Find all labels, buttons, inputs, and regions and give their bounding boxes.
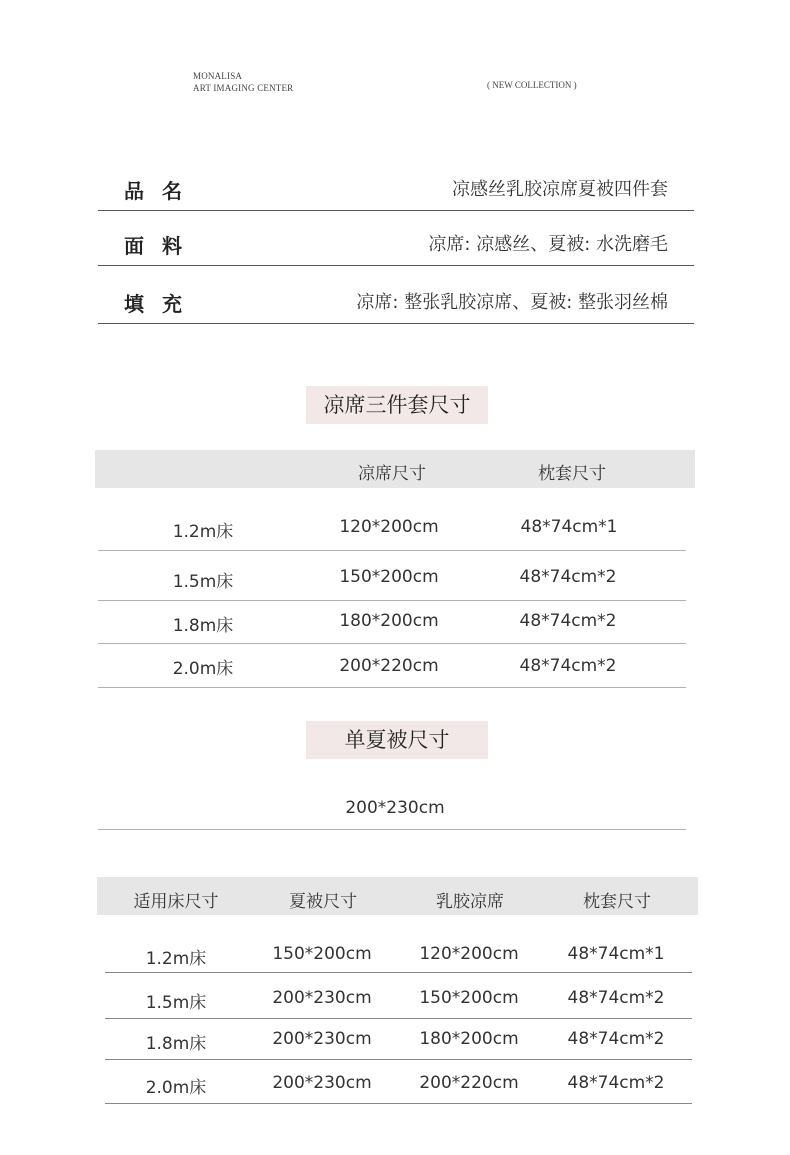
table-cell: 48*74cm*2 bbox=[567, 1029, 665, 1049]
table-cell: 1.8m床 bbox=[145, 1034, 207, 1054]
table-cell: 200*230cm bbox=[272, 988, 372, 1008]
full-set-header: 枕套尺寸 bbox=[583, 892, 651, 912]
info-row-filling bbox=[98, 265, 694, 324]
table-cell: 48*74cm*2 bbox=[567, 1073, 665, 1093]
table-cell: 2.0m床 bbox=[145, 1078, 207, 1098]
brand-name: MONALISA bbox=[193, 71, 243, 81]
full-set-header: 夏被尺寸 bbox=[289, 892, 357, 912]
quilt-size: 200*230cm bbox=[345, 798, 445, 818]
table-cell: 48*74cm*2 bbox=[519, 656, 617, 676]
mat-set-header: 凉席尺寸 bbox=[358, 464, 426, 484]
collection-label: ( NEW COLLECTION ) bbox=[487, 80, 577, 90]
row-divider bbox=[105, 1103, 692, 1104]
table-cell: 180*200cm bbox=[339, 611, 439, 631]
info-row-fabric bbox=[98, 210, 694, 266]
row-divider bbox=[98, 687, 686, 688]
table-cell: 200*220cm bbox=[339, 656, 439, 676]
info-value: 凉席: 凉感丝、夏被: 水洗磨毛 bbox=[428, 234, 668, 255]
info-row-name bbox=[98, 155, 694, 211]
table-cell: 150*200cm bbox=[339, 567, 439, 587]
brand-subtitle: ART IMAGING CENTER bbox=[193, 83, 294, 93]
row-divider bbox=[105, 972, 692, 973]
table-cell: 1.5m床 bbox=[172, 572, 234, 592]
table-cell: 1.2m床 bbox=[145, 949, 207, 969]
table-cell: 200*230cm bbox=[272, 1029, 372, 1049]
full-set-header: 适用床尺寸 bbox=[133, 892, 219, 912]
table-cell: 1.2m床 bbox=[172, 522, 234, 542]
table-cell: 180*200cm bbox=[419, 1029, 519, 1049]
mat-set-header: 枕套尺寸 bbox=[538, 464, 606, 484]
info-label: 面料 bbox=[124, 234, 200, 258]
info-value: 凉感丝乳胶凉席夏被四件套 bbox=[452, 179, 668, 200]
full-set-header: 乳胶凉席 bbox=[436, 892, 504, 912]
row-divider bbox=[105, 1059, 692, 1060]
table-cell: 120*200cm bbox=[339, 517, 439, 537]
table-cell: 48*74cm*2 bbox=[519, 611, 617, 631]
table-cell: 200*220cm bbox=[419, 1073, 519, 1093]
info-label: 品名 bbox=[124, 179, 200, 203]
table-cell: 48*74cm*2 bbox=[567, 988, 665, 1008]
table-cell: 48*74cm*1 bbox=[520, 517, 618, 537]
info-label: 填充 bbox=[124, 292, 200, 316]
table-cell: 1.8m床 bbox=[172, 616, 234, 636]
table-cell: 200*230cm bbox=[272, 1073, 372, 1093]
brand-logo-text bbox=[193, 70, 293, 94]
row-divider bbox=[105, 1018, 692, 1019]
section-title-mat-set: 凉席三件套尺寸 bbox=[306, 386, 488, 424]
table-cell: 48*74cm*1 bbox=[567, 944, 665, 964]
table-cell: 2.0m床 bbox=[172, 659, 234, 679]
info-value: 凉席: 整张乳胶凉席、夏被: 整张羽丝棉 bbox=[356, 292, 668, 313]
row-divider bbox=[98, 643, 686, 644]
row-divider bbox=[98, 550, 686, 551]
row-divider bbox=[98, 600, 686, 601]
section-title-quilt: 单夏被尺寸 bbox=[306, 721, 488, 759]
table-cell: 150*200cm bbox=[419, 988, 519, 1008]
table-cell: 1.5m床 bbox=[145, 993, 207, 1013]
table-cell: 150*200cm bbox=[272, 944, 372, 964]
row-divider bbox=[98, 829, 686, 830]
table-cell: 48*74cm*2 bbox=[519, 567, 617, 587]
table-cell: 120*200cm bbox=[419, 944, 519, 964]
